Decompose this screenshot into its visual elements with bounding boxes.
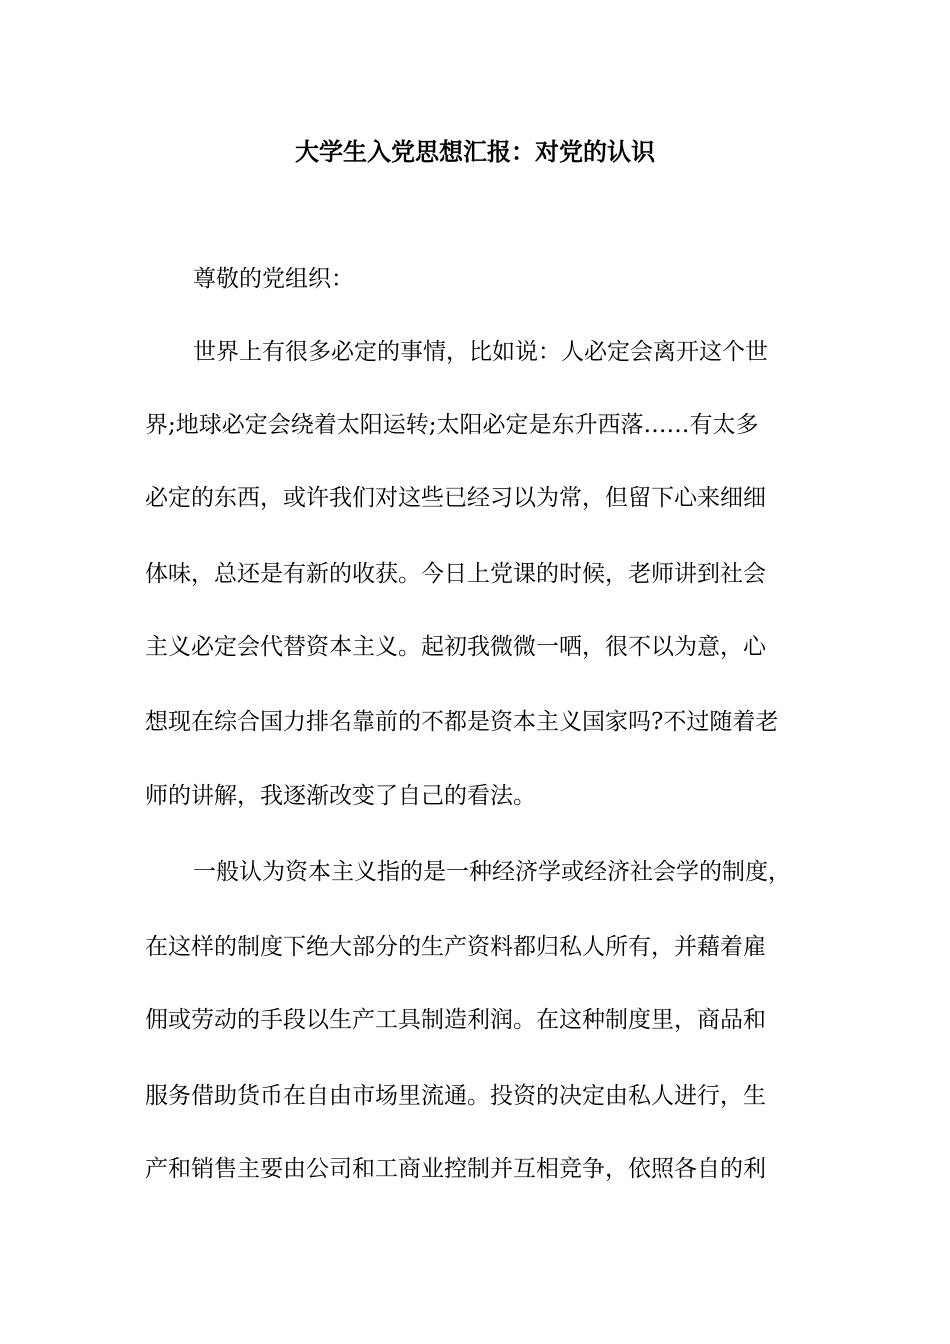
document-title: 大学生入党思想汇报：对党的认识 — [295, 138, 655, 166]
paragraph-line: 想现在综合国力排名靠前的不都是资本主义国家吗?不过随着老 — [145, 709, 779, 735]
paragraph-line: 服务借助货币在自由市场里流通。投资的决定由私人进行，生 — [145, 1083, 766, 1109]
paragraph-line: 一般认为资本主义指的是一种经济学或经济社会学的制度， — [193, 859, 791, 885]
paragraph-line: 界;地球必定会绕着太阳运转;太阳必定是东升西落……有太多 — [145, 412, 759, 438]
paragraph-line: 产和销售主要由公司和工商业控制并互相竞争，依照各自的利 — [145, 1156, 766, 1182]
paragraph-line: 世界上有很多必定的事情，比如说：人必定会离开这个世 — [193, 339, 768, 365]
paragraph-line: 主义必定会代替资本主义。起初我微微一哂，很不以为意，心 — [145, 634, 766, 660]
salutation-line: 尊敬的党组织： — [193, 266, 354, 292]
paragraph-line: 师的讲解，我逐渐改变了自己的看法。 — [145, 783, 536, 809]
paragraph-line: 体味，总还是有新的收获。今日上党课的时候，老师讲到社会 — [145, 561, 766, 587]
paragraph-line: 必定的东西，或许我们对这些已经习以为常，但留下心来细细 — [145, 485, 766, 511]
paragraph-line: 在这样的制度下绝大部分的生产资料都归私人所有，并藉着雇 — [145, 934, 766, 960]
paragraph-line: 佣或劳动的手段以生产工具制造利润。在这种制度里，商品和 — [145, 1007, 766, 1033]
